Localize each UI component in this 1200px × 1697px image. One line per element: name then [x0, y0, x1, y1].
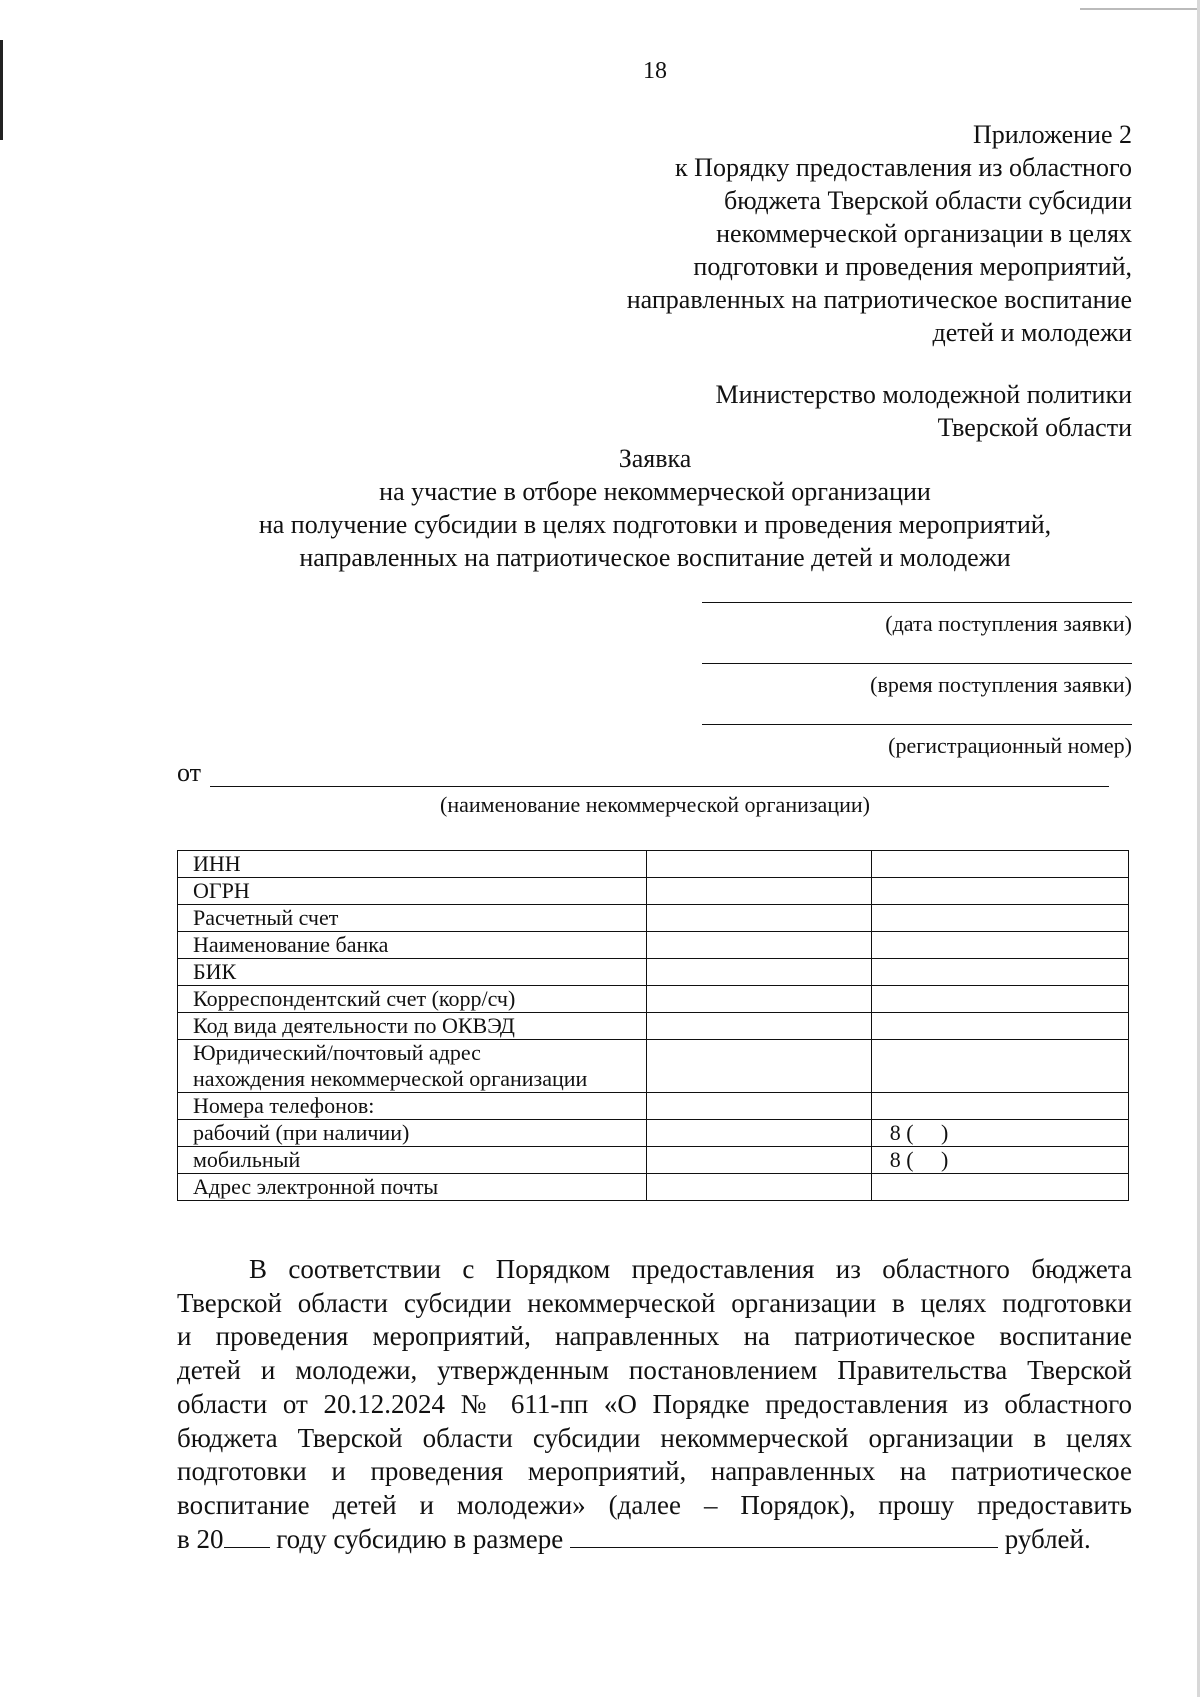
table-row — [178, 959, 1129, 986]
table-cell — [647, 1040, 871, 1093]
table-cell — [871, 932, 1128, 959]
paragraph-line: В соответствии с Порядком предоставления из областного бюджета — [249, 1254, 1132, 1284]
registration-number-caption: (регистрационный номер) — [888, 733, 1132, 758]
table-cell-label: Адрес электронной почты — [178, 1174, 647, 1201]
table-row — [178, 1174, 1129, 1201]
from-label: от — [177, 758, 202, 787]
document-title — [0, 442, 1200, 574]
table-cell-label: ОГРН — [178, 878, 647, 905]
paragraph-line: и проведения мероприятий, направленных на патриотическое воспитание — [177, 1321, 1132, 1352]
date-received-caption: (дата поступления заявки) — [885, 611, 1132, 636]
title-line: на участие в отборе некоммерческой организации — [379, 477, 931, 506]
table-cell — [647, 932, 871, 959]
paragraph-line: области от 20.12.2024 № 611-пп «О Порядке предоставления из областного — [177, 1388, 1132, 1419]
appendix-line: подготовки и проведения мероприятий, — [693, 252, 1132, 281]
table-cell-label: мобильный — [178, 1147, 647, 1174]
table-cell — [647, 1093, 871, 1120]
ministry-addressee — [716, 378, 1132, 444]
appendix-header — [627, 118, 1132, 349]
year-prefix: в 20 — [177, 1523, 224, 1554]
table-row — [178, 1147, 1129, 1174]
year-blank — [224, 1525, 270, 1548]
work-phone-value: 8 ( ) — [871, 1120, 1128, 1147]
table-cell — [871, 1174, 1128, 1201]
table-cell-label: Код вида деятельности по ОКВЭД — [178, 1013, 647, 1040]
title-line: Заявка — [618, 444, 692, 473]
table-cell — [647, 959, 871, 986]
paragraph-line: детей и молодежи, утвержденным постановлением Правительства Тверской — [177, 1355, 1132, 1386]
address-label-line: Юридический/почтовый адрес — [193, 1040, 481, 1065]
appendix-line: бюджета Тверской области субсидии — [724, 186, 1132, 215]
title-line: направленных на патриотическое воспитание детей и молодежи — [299, 543, 1011, 572]
request-paragraph — [177, 1253, 1132, 1556]
appendix-line: Приложение 2 — [972, 120, 1132, 149]
address-label-line: нахождения некоммерческой организации — [193, 1066, 588, 1091]
table-cell — [871, 878, 1128, 905]
table-cell — [647, 851, 871, 878]
table-cell — [871, 986, 1128, 1013]
paragraph-line: бюджета Тверской области субсидии некоммерческой организации в целях — [177, 1422, 1132, 1453]
table-cell — [871, 959, 1128, 986]
organization-details-table — [177, 850, 1129, 1201]
table-cell — [647, 1013, 871, 1040]
table-row — [178, 1040, 1129, 1093]
scan-edge-mark-top — [1080, 8, 1200, 10]
table-cell — [871, 1013, 1128, 1040]
registration-number-field — [702, 724, 1132, 759]
appendix-line: некоммерческой организации в целях — [716, 219, 1132, 248]
table-cell-label: ИНН — [178, 851, 647, 878]
table-row — [178, 986, 1129, 1013]
table-cell — [647, 1147, 871, 1174]
organization-name-caption: (наименование некоммерческой организации) — [440, 792, 870, 817]
date-received-field — [702, 602, 1132, 637]
table-cell-label: Номера телефонов: — [178, 1093, 647, 1120]
table-row — [178, 878, 1129, 905]
currency-text: рублей. — [997, 1523, 1091, 1554]
mobile-phone-value: 8 ( ) — [871, 1147, 1128, 1174]
paragraph-final-line — [177, 1523, 1132, 1557]
table-row — [178, 932, 1129, 959]
appendix-line: к Порядку предоставления из областного — [675, 153, 1132, 182]
paragraph-line: подготовки и проведения мероприятий, направленных на патриотическое — [177, 1456, 1132, 1487]
table-cell — [871, 1093, 1128, 1120]
paragraph-line: Тверской области субсидии некоммерческой организации в целях подготовки — [177, 1287, 1132, 1318]
table-row — [178, 905, 1129, 932]
time-received-field — [702, 663, 1132, 698]
amount-blank — [570, 1525, 998, 1548]
table-row — [178, 1013, 1129, 1040]
subsidy-text: году субсидию в размере — [269, 1523, 570, 1554]
ministry-line: Тверской области — [937, 413, 1132, 442]
table-cell-label: Корреспондентский счет (корр/сч) — [178, 986, 647, 1013]
table-cell-label: рабочий (при наличии) — [178, 1120, 647, 1147]
time-received-caption: (время поступления заявки) — [870, 672, 1132, 697]
ministry-line: Министерство молодежной политики — [715, 380, 1132, 409]
table-cell — [647, 878, 871, 905]
table-cell-label — [178, 1040, 647, 1093]
table-cell — [647, 1174, 871, 1201]
paragraph-line: воспитание детей и молодежи» (далее – Порядок), прошу предоставить — [177, 1489, 1132, 1520]
page-number: 18 — [643, 58, 667, 84]
table-cell — [871, 905, 1128, 932]
organization-name-field — [177, 758, 1109, 788]
table-cell-label: БИК — [178, 959, 647, 986]
table-row — [178, 1120, 1129, 1147]
table-cell — [871, 1040, 1128, 1093]
registration-number-line — [702, 724, 1132, 725]
table-row — [178, 851, 1129, 878]
table-cell-label: Расчетный счет — [178, 905, 647, 932]
title-line: на получение субсидии в целях подготовки и проведения мероприятий, — [258, 510, 1052, 539]
table-cell — [647, 905, 871, 932]
scan-edge-mark-left — [0, 40, 3, 140]
table-row — [178, 1093, 1129, 1120]
organization-name-line — [210, 786, 1109, 787]
table-cell-label: Наименование банка — [178, 932, 647, 959]
table-cell — [871, 851, 1128, 878]
appendix-line: направленных на патриотическое воспитание — [626, 285, 1132, 314]
table-cell — [647, 1120, 871, 1147]
appendix-line: детей и молодежи — [932, 318, 1132, 347]
table-cell — [647, 986, 871, 1013]
time-received-line — [702, 663, 1132, 664]
date-received-line — [702, 602, 1132, 603]
